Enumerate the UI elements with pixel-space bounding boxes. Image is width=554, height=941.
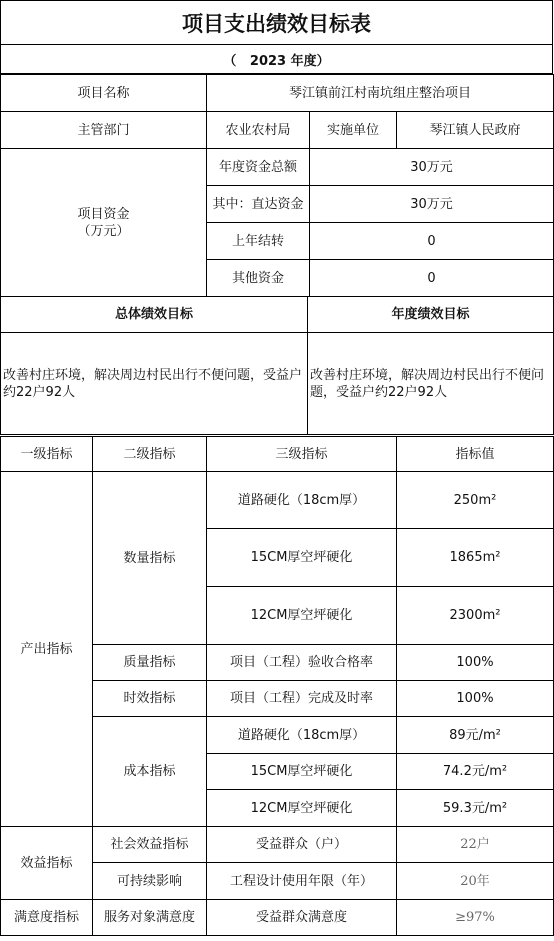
sustain-indicator-label: 可持续影响 xyxy=(93,863,207,900)
fund-row-label: 上年结转 xyxy=(207,223,310,260)
timeliness-indicator-label: 时效指标 xyxy=(93,681,207,717)
indicator-value: 22户 xyxy=(397,827,554,863)
page-title: 项目支出绩效目标表 xyxy=(0,0,553,44)
service-indicator-label: 服务对象满意度 xyxy=(93,900,207,936)
indicator-value: ≥97% xyxy=(397,900,554,936)
indicator-value: 2300m² xyxy=(397,587,554,645)
fund-label-text: 项目资金（万元） xyxy=(77,206,130,239)
indicator-value: 74.2元/m² xyxy=(397,754,554,790)
indicators-table xyxy=(0,436,554,936)
annual-goal-label: 年度绩效目标 xyxy=(308,297,554,333)
header-level1: 一级指标 xyxy=(1,437,93,472)
satisfaction-indicator-label: 满意度指标 xyxy=(1,900,93,936)
indicator-value: 100% xyxy=(397,681,554,717)
annual-goal-text: 改善村庄环境，解决周边村民出行不便问题，受益户约22户92人 xyxy=(308,333,554,435)
overall-goal-text: 改善村庄环境，解决周边村民出行不便问题，受益户约22户92人 xyxy=(1,333,308,435)
indicator-name: 项目（工程）完成及时率 xyxy=(207,681,397,717)
header-value: 指标值 xyxy=(397,437,554,472)
fund-row-label: 其他资金 xyxy=(207,260,310,297)
fund-row-label: 其中：直达资金 xyxy=(207,186,310,223)
indicator-name: 受益群众满意度 xyxy=(207,900,397,936)
indicator-name: 受益群众（户） xyxy=(207,827,397,863)
overall-goal-label: 总体绩效目标 xyxy=(1,297,308,333)
indicator-name: 15CM厚空坪硬化 xyxy=(207,529,397,587)
benefit-indicator-label: 效益指标 xyxy=(1,827,93,900)
indicator-value: 20年 xyxy=(397,863,554,900)
goals-table xyxy=(0,296,554,435)
indicator-name: 道路硬化（18cm厚） xyxy=(207,472,397,529)
fund-row-value: 0 xyxy=(310,223,554,260)
indicator-value: 250m² xyxy=(397,472,554,529)
fund-label xyxy=(1,149,207,297)
year-label: （ 2023 年度） xyxy=(0,44,553,74)
cost-indicator-label: 成本指标 xyxy=(93,717,207,827)
fund-row-value: 30万元 xyxy=(310,186,554,223)
indicator-value: 59.3元/m² xyxy=(397,790,554,827)
social-indicator-label: 社会效益指标 xyxy=(93,827,207,863)
indicator-value: 1865m² xyxy=(397,529,554,587)
dept-value: 农业农村局 xyxy=(207,112,310,149)
impl-label: 实施单位 xyxy=(310,112,397,149)
indicator-name: 12CM厚空坪硬化 xyxy=(207,587,397,645)
header-level3: 三级指标 xyxy=(207,437,397,472)
quality-indicator-label: 质量指标 xyxy=(93,645,207,681)
indicator-name: 15CM厚空坪硬化 xyxy=(207,754,397,790)
indicator-name: 工程设计使用年限（年） xyxy=(207,863,397,900)
indicator-value: 89元/m² xyxy=(397,717,554,754)
quantity-indicator-label: 数量指标 xyxy=(93,472,207,645)
indicator-name: 项目（工程）验收合格率 xyxy=(207,645,397,681)
header-level2: 二级指标 xyxy=(93,437,207,472)
project-name-label: 项目名称 xyxy=(1,75,207,112)
indicator-name: 道路硬化（18cm厚） xyxy=(207,717,397,754)
indicator-name: 12CM厚空坪硬化 xyxy=(207,790,397,827)
basic-info-table xyxy=(0,74,554,297)
output-indicator-label: 产出指标 xyxy=(1,472,93,827)
impl-value: 琴江镇人民政府 xyxy=(397,112,554,149)
indicator-value: 100% xyxy=(397,645,554,681)
fund-row-label: 年度资金总额 xyxy=(207,149,310,186)
fund-row-value: 30万元 xyxy=(310,149,554,186)
dept-label: 主管部门 xyxy=(1,112,207,149)
project-name-value: 琴江镇前江村南坑组庄整治项目 xyxy=(207,75,554,112)
fund-row-value: 0 xyxy=(310,260,554,297)
